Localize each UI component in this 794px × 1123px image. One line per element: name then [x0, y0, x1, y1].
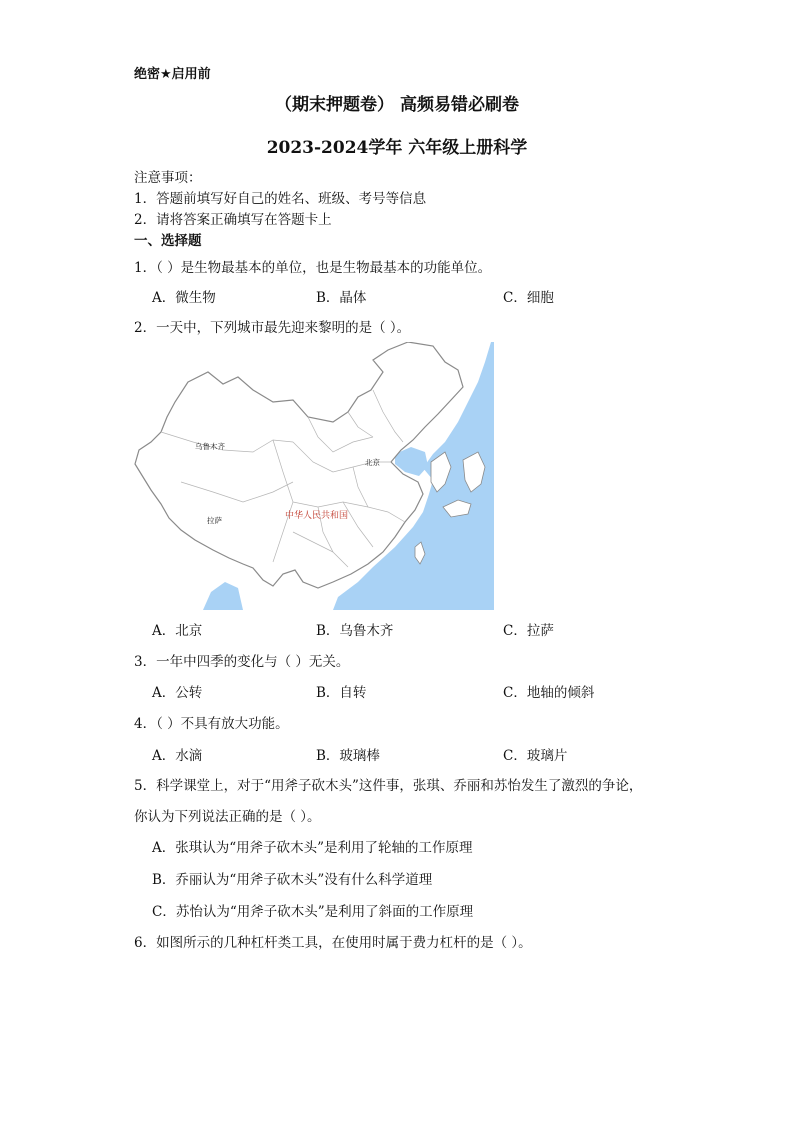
confidential-label: 绝密★启用前	[134, 67, 211, 82]
question-2-option-a: A．北京	[152, 623, 203, 639]
exam-subtitle: 2023-2024学年 六年级上册科学	[266, 138, 528, 158]
question-5-option-a: A．张琪认为“用斧子砍木头”是利用了轮轴的工作原理	[152, 840, 473, 856]
map-label-urumqi: 乌鲁木齐	[195, 442, 225, 451]
question-3-stem: 3．一年中四季的变化与（ ）无关。	[134, 654, 350, 670]
china-map-image	[133, 342, 494, 610]
map-label-lhasa: 拉萨	[207, 516, 222, 525]
question-3-option-b: B．自转	[316, 685, 367, 701]
question-3-option-c: C．地轴的倾斜	[503, 685, 595, 701]
exam-title: （期末押题卷） 高频易错必刷卷	[275, 95, 519, 115]
question-5-stem-line-1: 5．科学课堂上，对于“用斧子砍木头”这件事，张琪、乔丽和苏怡发生了激烈的争论，	[134, 778, 643, 794]
section-heading: 一、选择题	[134, 233, 202, 249]
question-1-option-a: A．微生物	[152, 290, 216, 306]
question-1-option-b: B．晶体	[316, 290, 367, 306]
question-4-option-b: B．玻璃棒	[316, 748, 380, 764]
notes-item-1: 1．答题前填写好自己的姓名、班级、考号等信息	[134, 191, 427, 207]
map-label-country: 中华人民共和国	[285, 511, 349, 521]
question-2-option-b: B．乌鲁木齐	[316, 623, 394, 639]
question-5-stem-line-2: 你认为下列说法正确的是（ ）。	[134, 809, 321, 825]
question-4-option-c: C．玻璃片	[503, 748, 568, 764]
question-2-option-c: C．拉萨	[503, 623, 554, 639]
question-1-stem: 1．（ ）是生物最基本的单位，也是生物最基本的功能单位。	[134, 260, 492, 276]
question-1-option-c: C．细胞	[503, 290, 554, 306]
question-5-option-b: B．乔丽认为“用斧子砍木头”没有什么科学道理	[152, 872, 433, 888]
question-6-stem: 6．如图所示的几种杠杆类工具，在使用时属于费力杠杆的是（ ）。	[134, 935, 532, 951]
notes-item-2: 2．请将答案正确填写在答题卡上	[134, 212, 332, 228]
question-5-option-c: C．苏怡认为“用斧子砍木头”是利用了斜面的工作原理	[152, 904, 474, 920]
notes-heading: 注意事项：	[134, 170, 202, 186]
question-3-option-a: A．公转	[152, 685, 203, 701]
question-4-stem: 4．（ ）不具有放大功能。	[134, 716, 289, 732]
map-label-beijing: 北京	[365, 458, 380, 467]
question-4-option-a: A．水滴	[152, 748, 203, 764]
question-2-stem: 2．一天中，下列城市最先迎来黎明的是（ ）。	[134, 320, 411, 336]
